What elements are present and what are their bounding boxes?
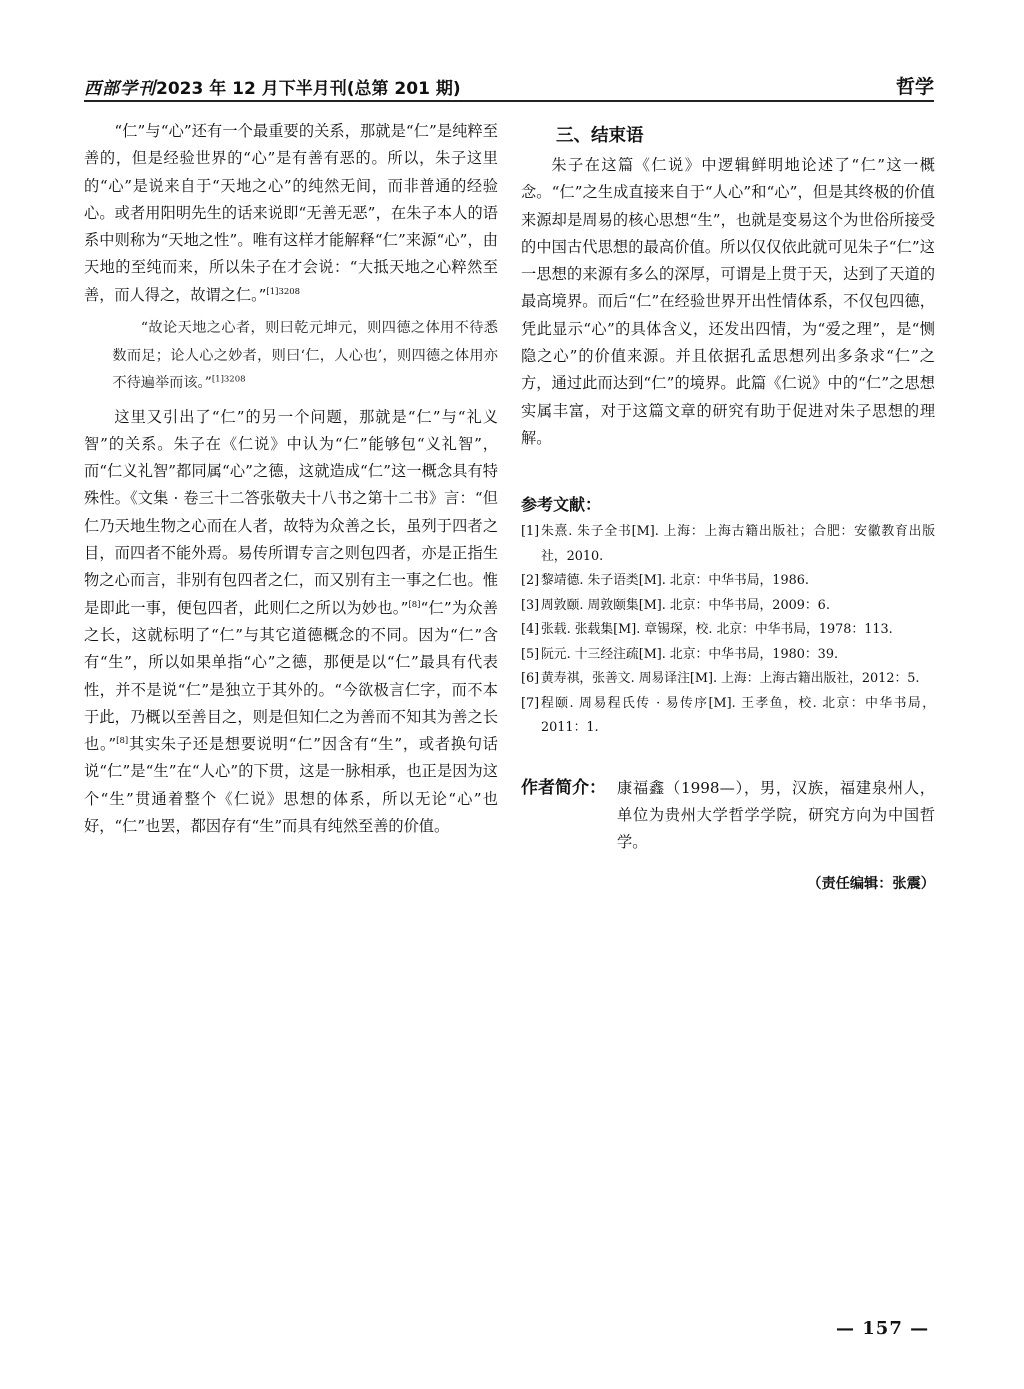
author-label: 作者简介： bbox=[521, 777, 606, 798]
section-heading: 三、结束语 bbox=[556, 126, 644, 146]
citation: [8] bbox=[408, 599, 421, 610]
journal-issue bbox=[84, 74, 461, 99]
citation: [1]3208 bbox=[266, 286, 301, 297]
reference-item: [6] 黄寿祺，张善文. 周易译注[M]. 上海：上海古籍出版社，2012：5. bbox=[521, 671, 920, 687]
reference-item: [3] 周敦颐. 周敦颐集[M]. 北京：中华书局，2009：6. bbox=[521, 597, 830, 613]
reference-item: [1] 朱熹. 朱子全书[M]. 上海：上海古籍出版社；合肥：安徽教育出版社，2010. bbox=[521, 524, 935, 564]
running-header bbox=[84, 70, 934, 102]
block-quote: “故论天地之心者，则曰乾元坤元，则四德之体用不待悉数而足；论人心之妙者，则曰‘仁，人心也’，则四德之体用亦不待遍举而该。”$^{[1]3208}$ bbox=[112, 320, 498, 392]
author-bio bbox=[521, 775, 935, 857]
reference-item: [2] 黎靖德. 朱子语类[M]. 北京：中华书局，1986. bbox=[521, 573, 809, 589]
body-paragraph: 这里又引出了“仁”的另一个问题，那就是“仁”与“礼义智”的关系。朱子在《仁说》中认为“仁”能够包“义礼智”，而“仁义礼智”都同属“心”之德，这就造成“仁”这一概念具有特殊性。《文集 · 卷三十二答张敬夫十八书之第十二书》言：“但仁乃天地生物之心而在人者，故特为众善之长，虽列于四者之目，而四者不能外焉。易传所谓专言之则包四者，亦是正指生物之心而言，非别有包四者之仁，而又别有主一事之仁也。惟是即此一事，便包四者，此则仁之所以为妙也。”[8]“仁”为众善之长，这就标明了“仁”与其它道德概念的不同。因为“仁”含有“生”，所以如果单指“心”之德，那便是以“仁”最具有代表性，并不是说“仁”是独立于其外的。“今欲极言仁字，而不本于此，乃概以至善目之，则是但知仁之为善而不知其为善之长也。”[8]其实朱子还是想要说明“仁”因含有“生”，或者换句话说“仁”是“生”在“人心”的下贯，这是一脉相承，也正是因为这个“生”贯通着整个《仁说》思想的体系，所以无论“心”也好，“仁”也罢，都因存有“生”而具有纯然至善的价值。 bbox=[84, 407, 498, 836]
left-column bbox=[84, 118, 498, 840]
section-name: 哲学 bbox=[895, 76, 934, 98]
references-list bbox=[521, 520, 935, 741]
citation: [8] bbox=[116, 736, 129, 747]
reference-item: [5] 阮元. 十三经注疏[M]. 北京：中华书局，1980：39. bbox=[521, 646, 839, 662]
author-text: 康福鑫（1998—），男，汉族，福建泉州人，单位为贵州大学哲学学院，研究方向为中国哲学。 bbox=[617, 778, 935, 852]
reference-item: [4] 张载. 张载集[M]. 章锡琛，校. 北京：中华书局，1978：113. bbox=[521, 622, 893, 638]
header-rule bbox=[84, 100, 934, 102]
reference-item: [7] 程颐. 周易程氏传 · 易传序[M]. 王孝鱼，校. 北京：中华书局，2011：1. bbox=[521, 695, 935, 736]
journal-logo: 西部学刊 bbox=[84, 79, 156, 99]
page-number: — 157 — bbox=[836, 1318, 930, 1339]
body-paragraph: “仁”与“心”还有一个最重要的关系，那就是“仁”是纯粹至善的，但是经验世界的“心”是有善有恶的。所以，朱子这里的“心”是说来自于“天地之心”的纯然无间，而非普通的经验心。或者用阳明先生的话来说即“无善无恶”，在朱子本人的语系中则称为“天地之性”。唯有这样才能解释“仁”来源“心”，由天地的至纯而来，所以朱子在才会说：“大抵天地之心粹然至善，而人得之，故谓之仁。”$^{[1]3208}$ bbox=[84, 122, 498, 304]
right-column bbox=[521, 118, 935, 898]
references-title: 参考文献： bbox=[521, 495, 602, 515]
issue-info: 2023 年 12 月下半月刊(总第 201 期) bbox=[156, 79, 461, 99]
body-paragraph: 朱子在这篇《仁说》中逻辑鲜明地论述了“仁”这一概念。“仁”之生成直接来自于“人心”和“心”，但是其终极的价值来源却是周易的核心思想“生”，也就是变易这个为世俗所接受的中国古代思想的最高价值。所以仅仅依此就可见朱子“仁”这一思想的来源有多么的深厚，可谓是上贯于天，达到了天道的最高境界。而后“仁”在经验世界开出性情体系，不仅包四德，凭此显示“心”的具体含义，还发出四情，为“爱之理”，是“恻隐之心”的价值来源。并且依据孔孟思想列出多条求“仁”之方，通过此而达到“仁”的境界。此篇《仁说》中的“仁”之思想实属丰富，对于这篇文章的研究有助于促进对朱子思想的理解。 bbox=[521, 156, 935, 447]
citation: [1]3208 bbox=[211, 374, 246, 385]
responsible-editor: （责任编辑：张震） bbox=[807, 875, 935, 892]
